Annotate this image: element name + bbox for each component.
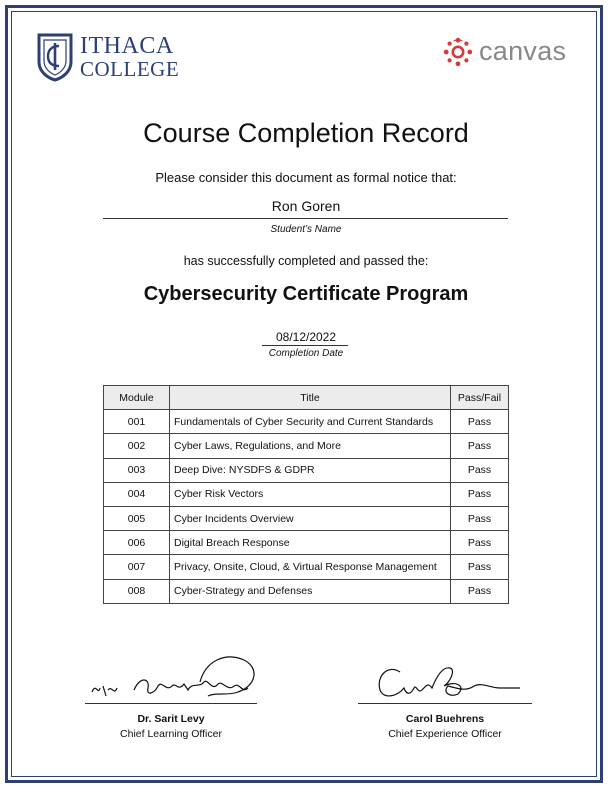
table-header-row (104, 386, 509, 410)
passed-text: has successfully completed and passed the: (183, 254, 429, 268)
module-title: Cyber-Strategy and Defenses (170, 579, 451, 603)
student-name: Ron Goren (271, 198, 341, 214)
module-result: Pass (451, 506, 509, 530)
header-module: Module (104, 386, 170, 410)
signature-line-right (358, 703, 532, 704)
module-number: 001 (104, 410, 170, 434)
table-row (104, 482, 509, 506)
logo-line-college: COLLEGE (80, 57, 180, 81)
completion-date-label: Completion Date (268, 348, 344, 359)
student-name-underline (103, 218, 508, 219)
signature-line-left (85, 703, 257, 704)
completion-date-underline (262, 345, 348, 346)
canvas-wordmark: canvas (479, 36, 567, 66)
signature-right (370, 658, 530, 706)
module-title: Cyber Risk Vectors (170, 482, 451, 506)
page-title: Course Completion Record (143, 118, 469, 148)
header-pass-fail: Pass/Fail (451, 386, 509, 410)
module-title: Fundamentals of Cyber Security and Current Standards (170, 410, 451, 434)
completion-date: 08/12/2022 (275, 330, 337, 344)
module-result: Pass (451, 555, 509, 579)
module-title: Digital Breach Response (170, 531, 451, 555)
module-number: 002 (104, 434, 170, 458)
module-number: 007 (104, 555, 170, 579)
table-row (104, 458, 509, 482)
shield-icon (36, 32, 74, 82)
modules-table (103, 385, 509, 604)
module-result: Pass (451, 458, 509, 482)
module-number: 004 (104, 482, 170, 506)
table-row (104, 555, 509, 579)
table-row (104, 531, 509, 555)
module-number: 003 (104, 458, 170, 482)
module-title: Deep Dive: NYSDFS & GDPR (170, 458, 451, 482)
canvas-logo (443, 36, 566, 67)
module-result: Pass (451, 579, 509, 603)
table-row (104, 579, 509, 603)
logo-line-ithaca: ITHACA (80, 33, 174, 59)
table-row (104, 410, 509, 434)
module-title: Privacy, Onsite, Cloud, & Virtual Response Management (170, 555, 451, 579)
signature-left (88, 652, 268, 710)
notice-text: Please consider this document as formal notice that: (155, 170, 457, 185)
module-number: 005 (104, 506, 170, 530)
module-result: Pass (451, 410, 509, 434)
module-title: Cyber Incidents Overview (170, 506, 451, 530)
module-result: Pass (451, 434, 509, 458)
module-number: 008 (104, 579, 170, 603)
ithaca-college-logo (36, 30, 179, 84)
table-row (104, 434, 509, 458)
table-row (104, 506, 509, 530)
module-title: Cyber Laws, Regulations, and More (170, 434, 451, 458)
module-number: 006 (104, 531, 170, 555)
header-title: Title (170, 386, 451, 410)
signatory-left-name: Dr. Sarit Levy (137, 713, 205, 725)
signatory-right-role: Chief Experience Officer (388, 728, 502, 740)
module-result: Pass (451, 482, 509, 506)
signatory-left-role: Chief Learning Officer (120, 728, 222, 740)
module-result: Pass (451, 531, 509, 555)
student-name-label: Student’s Name (270, 224, 342, 235)
signatory-right-name: Carol Buehrens (405, 713, 485, 725)
canvas-icon (443, 37, 473, 67)
program-title: Cybersecurity Certificate Program (143, 283, 469, 305)
